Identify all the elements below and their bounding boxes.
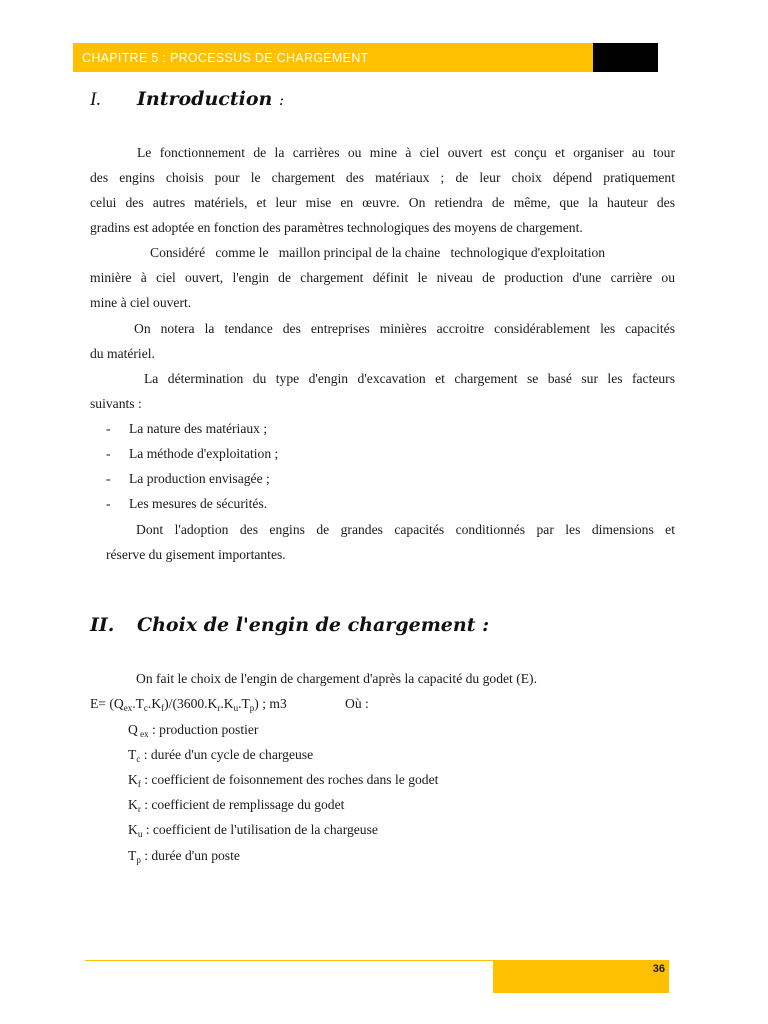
paragraph-line: minière à ciel ouvert, l'engin de chargement définit le niveau de production d'une carrière ou	[90, 270, 675, 285]
paragraph-line: La détermination du type d'engin d'excavation et chargement se basé sur les facteurs	[144, 371, 675, 386]
chapter-title: CHAPITRE 5 : PROCESSUS DE CHARGEMENT	[82, 50, 369, 65]
paragraph-line: Le fonctionnement de la carrières ou mine à ciel ouvert est conçu et organiser au tour	[137, 145, 675, 160]
footer-page-box	[493, 960, 669, 993]
list-item-text: La production envisagée ;	[129, 471, 270, 486]
formula-where-label: Où :	[345, 696, 369, 711]
definition-item: $K_u$ : coefficient de l'utilisation de la chargeuse	[128, 822, 378, 839]
definition-item: Q $_{ex}$ : production postier	[128, 722, 259, 739]
list-marker: -	[106, 471, 111, 486]
section-2-number: II.	[90, 614, 115, 636]
paragraph-line: du matériel.	[90, 346, 155, 361]
section-1-heading	[90, 88, 284, 111]
section-1-number: I.	[90, 89, 102, 110]
footer-rule	[85, 960, 493, 961]
paragraph-line: mine à ciel ouvert.	[90, 295, 192, 310]
definition-item: $T_p$ : durée d'un poste	[128, 848, 240, 865]
chapter-header-bar	[73, 43, 593, 72]
section-2-intro: On fait le choix de l'engin de chargement d'après la capacité du godet (E).	[136, 671, 537, 686]
definition-item: $T_c$ : durée d'un cycle de chargeuse	[128, 747, 314, 764]
header-black-block	[593, 43, 658, 72]
section-1-colon: :	[278, 91, 284, 109]
list-item-text: La nature des matériaux ;	[129, 421, 268, 436]
paragraph-line: celui des autres matériels, et leur mise en œuvre. On retiendra de même, que la hauteur des	[90, 195, 675, 210]
list-marker: -	[106, 496, 111, 511]
paragraph-line: On notera la tendance des entreprises minières accroitre considérablement les capacités	[134, 321, 675, 336]
list-item-text: Les mesures de sécurités.	[129, 496, 268, 511]
definition-item: $K_f$ : coefficient de foisonnement des roches dans le godet	[128, 772, 439, 789]
definition-item: $K_r$ : coefficient de remplissage du godet	[128, 797, 345, 814]
page-number: 36	[652, 963, 665, 975]
list-marker: -	[106, 421, 111, 436]
section-2-title: Choix de l'engin de chargement :	[137, 614, 490, 636]
paragraph-line: gradins est adoptée en fonction des paramètres technologiques des moyens de chargement.	[90, 220, 583, 235]
paragraph-line: suivants :	[90, 396, 142, 411]
list-marker: -	[106, 446, 111, 461]
list-item-text: La méthode d'exploitation ;	[129, 446, 279, 461]
paragraph-line: réserve du gisement importantes.	[106, 547, 286, 562]
paragraph-line: des engins choisis pour le chargement des matériaux ; de leur choix dépend pratiquement	[90, 170, 675, 185]
bucket-capacity-formula: $E= (Q_{ex}.T_c.K_f)/(3600.K_r.K_u.T_p)$ ; m3	[90, 696, 287, 713]
section-2-heading	[90, 614, 489, 636]
section-1-title: Introduction	[137, 88, 273, 110]
paragraph-line: Dont l'adoption des engins de grandes capacités conditionnés par les dimensions et	[136, 522, 675, 537]
paragraph-line: Considéré comme le maillon principal de la chaine technologique d'exploitation	[150, 245, 606, 260]
